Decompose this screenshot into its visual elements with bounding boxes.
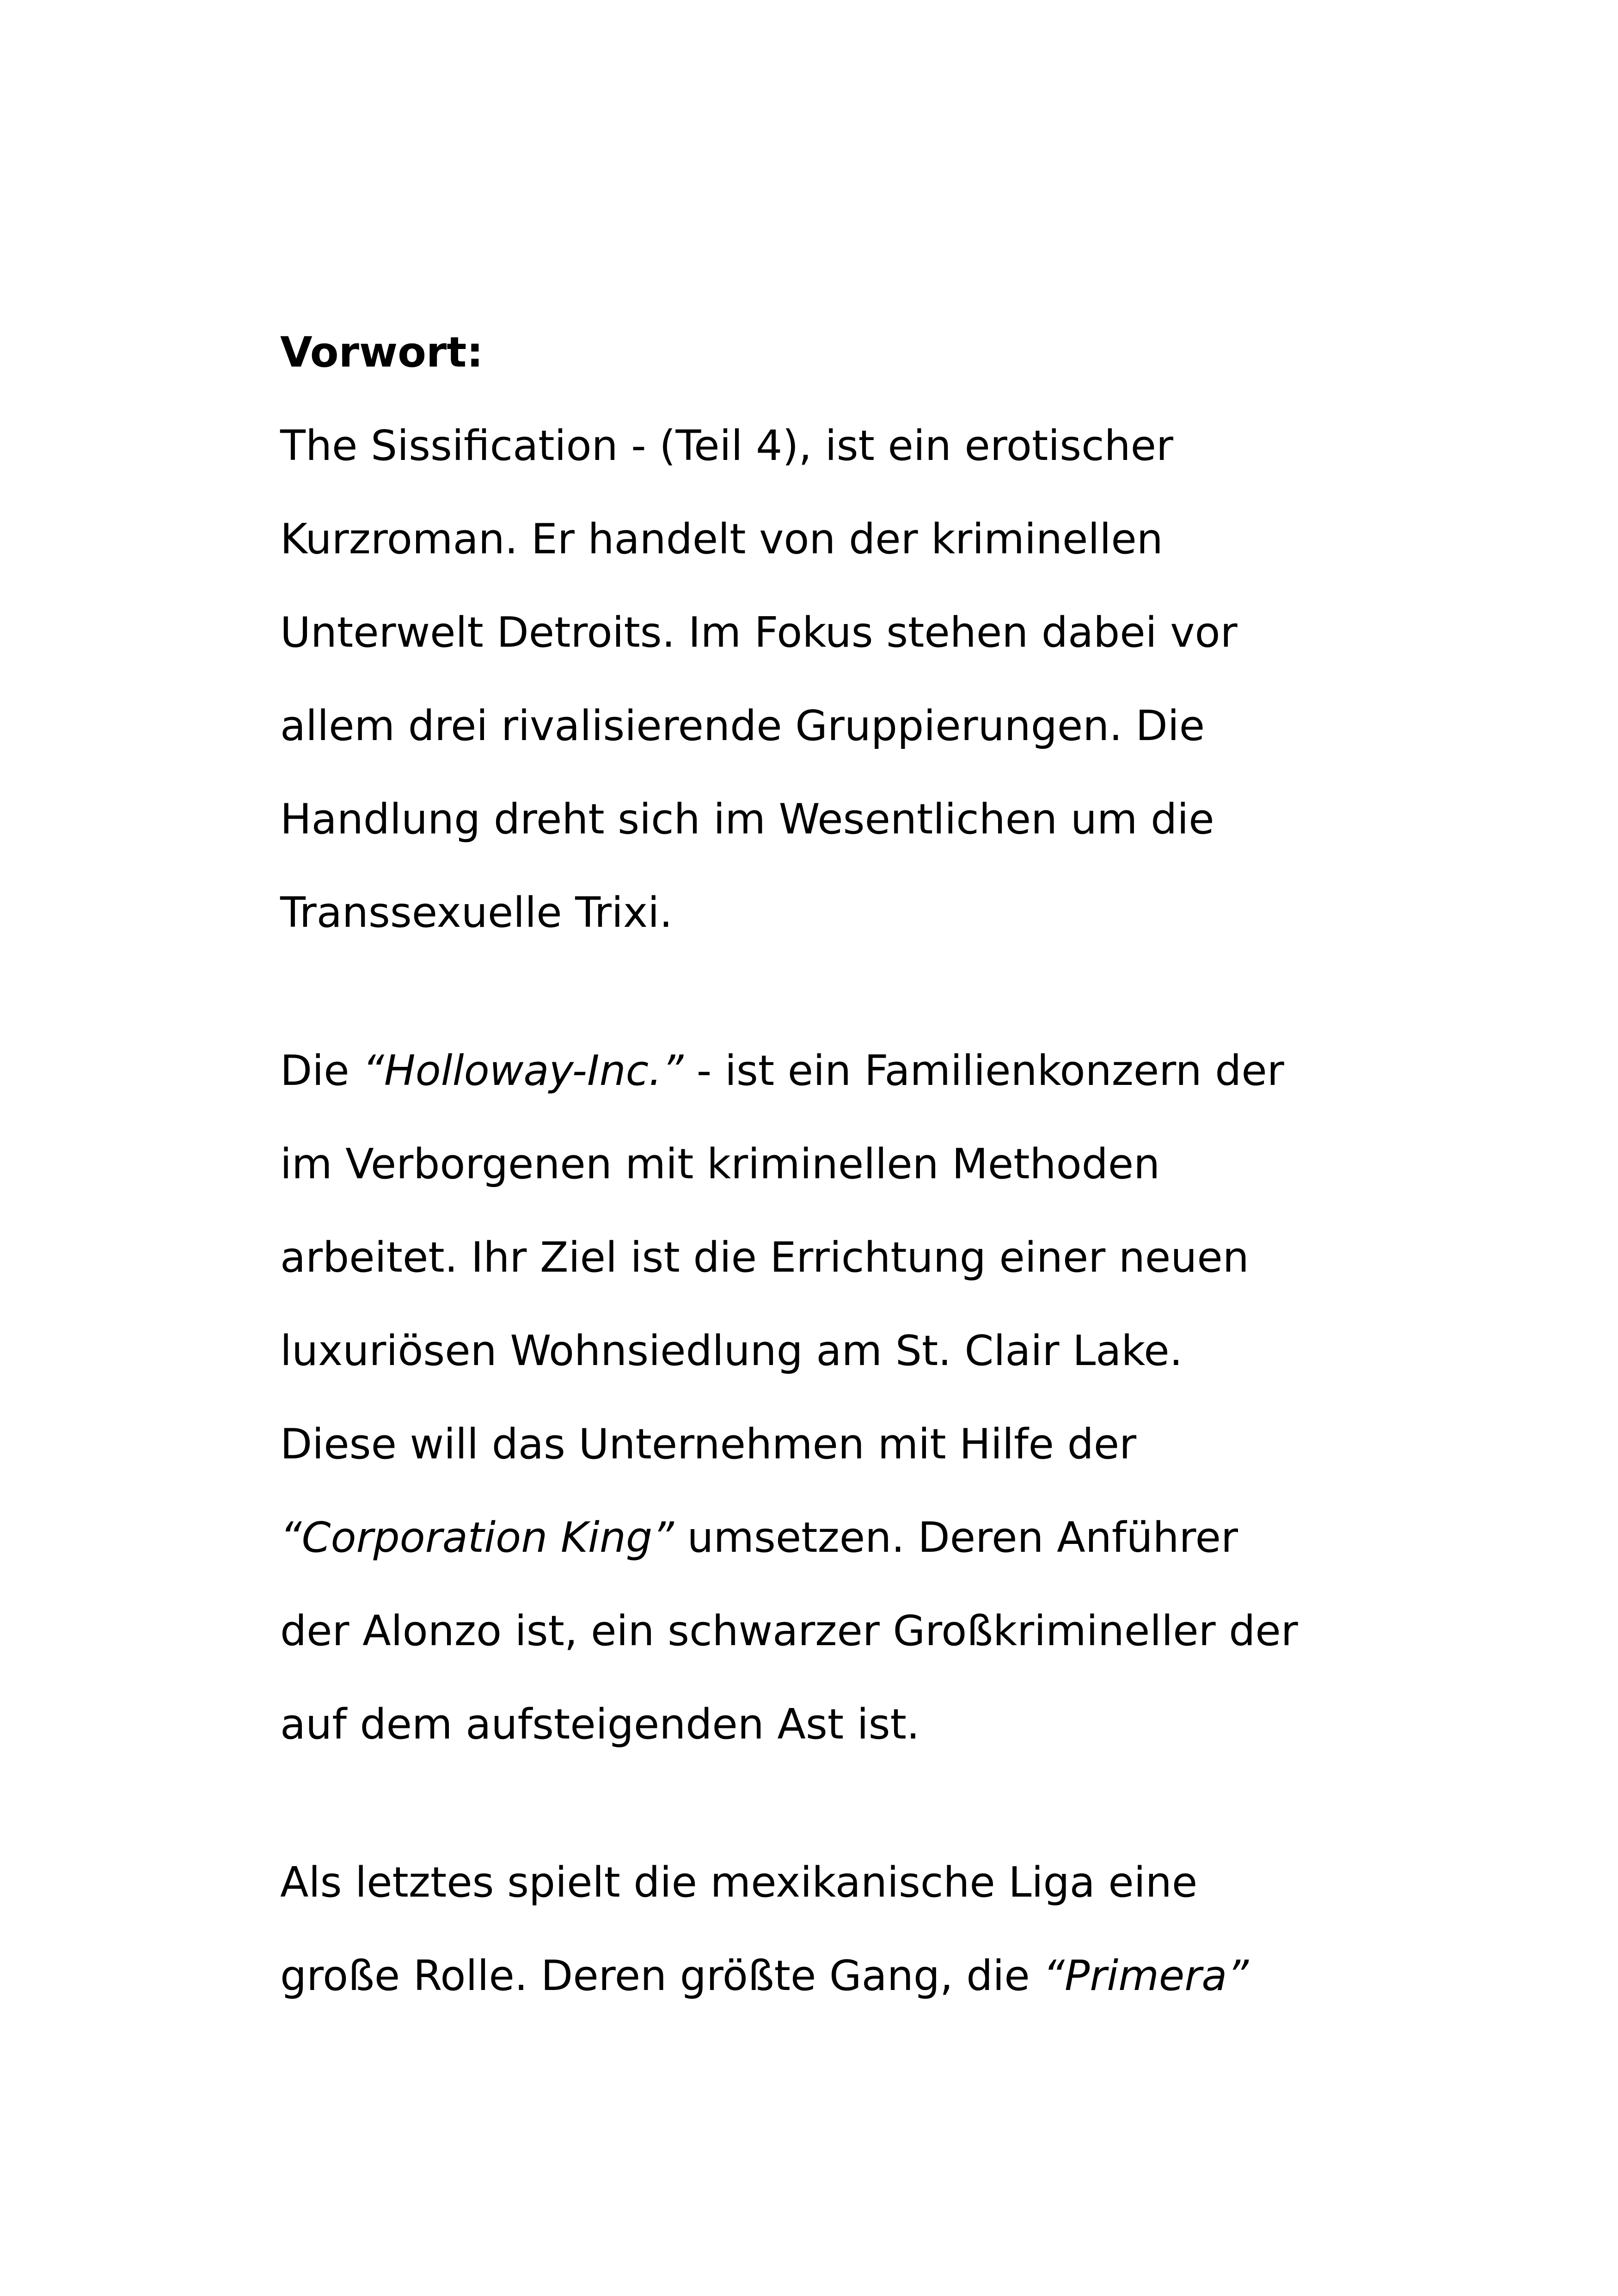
text-segment: luxuriösen Wohnsiedlung am St. Clair Lake. <box>280 1327 1183 1375</box>
italic-text: “Holloway-Inc.” <box>362 1047 684 1095</box>
italic-text: “Primera” <box>1043 1952 1249 2000</box>
text-line <box>280 680 1403 773</box>
text-segment: Handlung dreht sich im Wesentlichen um die <box>280 795 1214 844</box>
text-line <box>280 586 1403 680</box>
text-line <box>280 1929 1403 2023</box>
text-line <box>280 1024 1403 1118</box>
text-line <box>280 1491 1403 1585</box>
text-line <box>280 1118 1403 1211</box>
text-line <box>280 1304 1403 1398</box>
text-line <box>280 1836 1403 1929</box>
text-segment: Unterwelt Detroits. Im Fokus stehen dabei vor <box>280 608 1238 657</box>
text-segment: Als letztes spielt die mexikanische Liga eine <box>280 1858 1198 1907</box>
text-segment: arbeitet. Ihr Ziel ist die Errichtung einer neuen <box>280 1233 1249 1282</box>
paragraph <box>280 399 1403 960</box>
text-segment: große Rolle. Deren größte Gang, die <box>280 1952 1043 2000</box>
paragraph-gap <box>280 1771 1403 1836</box>
document-body <box>280 306 1403 2023</box>
text-segment: der Alonzo ist, ein schwarzer Großkrimineller der <box>280 1607 1298 1655</box>
text-line <box>280 399 1403 493</box>
text-line <box>280 493 1403 586</box>
text-segment: Transsexuelle Trixi. <box>280 888 673 937</box>
text-segment: - ist ein Familienkonzern der <box>683 1047 1284 1095</box>
text-line <box>280 1678 1403 1771</box>
text-line <box>280 1585 1403 1678</box>
text-line <box>280 773 1403 866</box>
text-segment: Diese will das Unternehmen mit Hilfe der <box>280 1420 1137 1469</box>
text-line <box>280 1211 1403 1304</box>
italic-text: “Corporation King” <box>280 1513 674 1562</box>
paragraph <box>280 1836 1403 2023</box>
text-segment: im Verborgenen mit kriminellen Methoden <box>280 1140 1160 1188</box>
text-line <box>280 866 1403 960</box>
text-segment: Kurzroman. Er handelt von der kriminellen <box>280 515 1163 563</box>
paragraph-gap <box>280 960 1403 1024</box>
text-segment: auf dem aufsteigenden Ast ist. <box>280 1700 920 1749</box>
text-segment: Die <box>280 1047 363 1095</box>
paragraphs-container <box>280 399 1403 2023</box>
text-line <box>280 1398 1403 1491</box>
paragraph <box>280 1024 1403 1771</box>
text-segment: umsetzen. Deren Anführer <box>674 1513 1238 1562</box>
text-segment: allem drei rivalisierende Gruppierungen. Die <box>280 702 1205 750</box>
preface-heading: Vorwort: <box>280 328 484 377</box>
text-segment: The Sissification - (Teil 4), ist ein erotischer <box>280 422 1174 470</box>
